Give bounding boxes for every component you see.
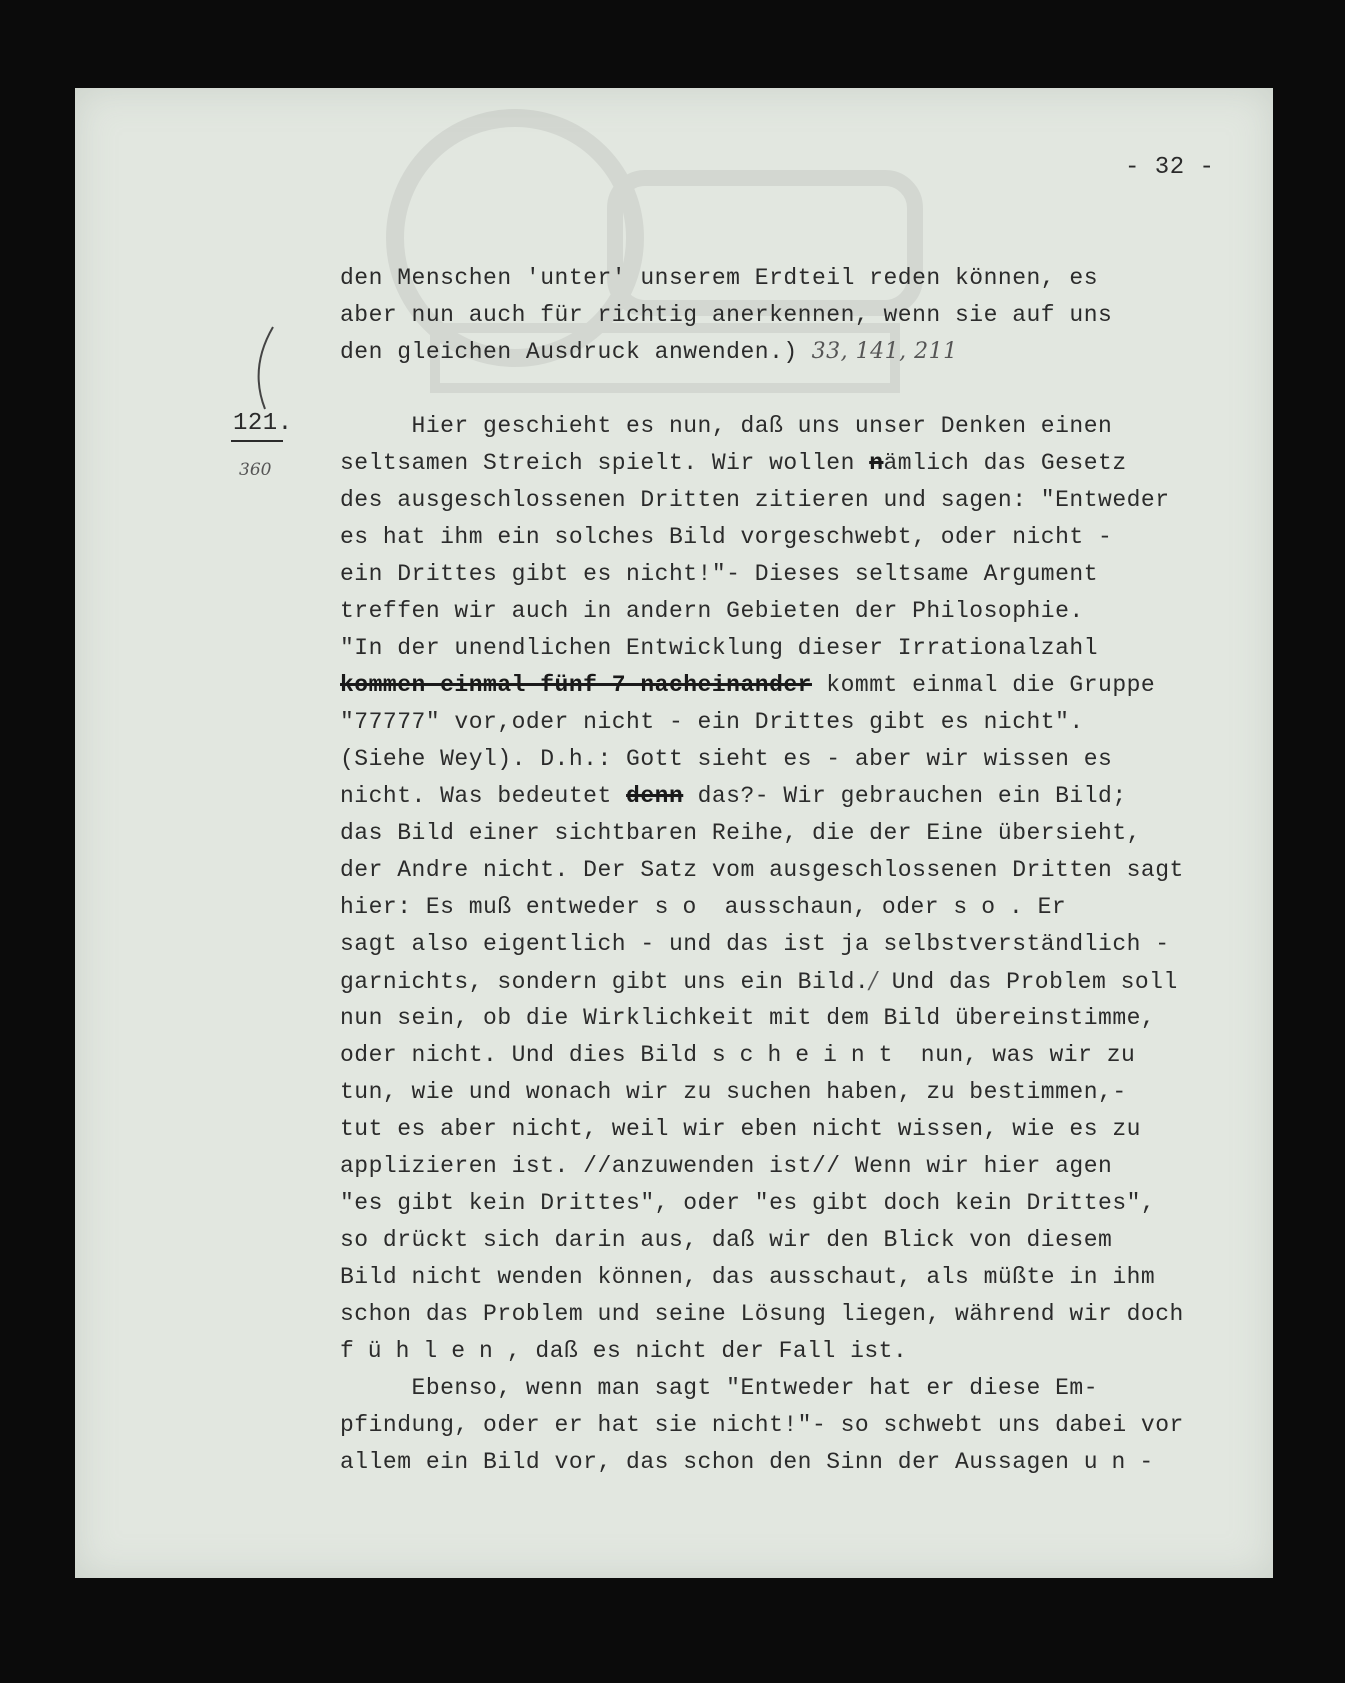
text-line: sagt also eigentlich - und das ist ja selbstverständlich - (340, 931, 1170, 957)
text-line: so drückt sich darin aus, daß wir den Blick von diesem (340, 1227, 1113, 1253)
page-number: - 32 - (1125, 154, 1215, 181)
text-line: "77777" vor,oder nicht - ein Drittes gibt es nicht". (340, 709, 1084, 735)
text-line: allem ein Bild vor, das schon den Sinn der Aussagen un- (340, 1449, 1154, 1475)
text-line: tun, wie und wonach wir zu suchen haben, zu bestimmen,- (340, 1079, 1127, 1105)
struck-text: n (869, 450, 884, 476)
text-line: treffen wir auch in andern Gebieten der Philosophie. (340, 598, 1084, 624)
handwritten-insertion-mark: / (869, 968, 878, 994)
text-line: das Bild einer sichtbaren Reihe, die der Eine übersieht, (340, 820, 1141, 846)
pencil-bracket-mark (247, 323, 277, 413)
text-line: fühlen, daß es nicht der Fall ist. (340, 1338, 908, 1364)
text-line: tut es aber nicht, weil wir eben nicht wissen, wie es zu (340, 1116, 1141, 1142)
text-line: pfindung, oder er hat sie nicht!"- so schwebt uns dabei vor (340, 1412, 1184, 1438)
emphasized-text: so (654, 894, 711, 920)
handwritten-annotation: 33, 141, 211 (811, 339, 958, 364)
text-line: kommen einmal fünf 7 nacheinander kommt einmal die Gruppe (340, 672, 1156, 698)
emphasized-text: fühlen (340, 1338, 507, 1364)
text-line: (Siehe Weyl). D.h.: Gott sieht es - aber wir wissen es (340, 746, 1113, 772)
text-line: nicht. Was bedeutet denn das?- Wir gebrauchen ein Bild; (340, 783, 1127, 809)
emphasized-text: scheint (711, 1042, 907, 1068)
text-line: oder nicht. Und dies Bild scheint nun, was wir zu (340, 1042, 1136, 1068)
text-line: "In der unendlichen Entwicklung dieser Irrationalzahl (340, 635, 1099, 661)
emphasized-text: un (1083, 1449, 1140, 1475)
text-line: hier: Es muß entweder so ausschaun, oder so. Er (340, 894, 1067, 920)
text-line: Hier geschieht es nun, daß uns unser Denken einen (340, 413, 1113, 439)
text-line: schon das Problem und seine Lösung liegen, während wir doch (340, 1301, 1184, 1327)
text-line: "es gibt kein Drittes", oder "es gibt doch kein Drittes", (340, 1190, 1156, 1216)
struck-text: denn (626, 783, 684, 809)
margin-reference: 360 (239, 460, 272, 480)
text-line: nun sein, ob die Wirklichkeit mit dem Bild übereinstimme, (340, 1005, 1156, 1031)
document-page (75, 88, 1273, 1578)
text-line: garnichts, sondern gibt uns ein Bild./ Und das Problem soll (340, 968, 1178, 995)
text-line: Ebenso, wenn man sagt "Entweder hat er diese Em- (340, 1375, 1099, 1401)
text-line: Bild nicht wenden können, das ausschaut, als müßte in ihm (340, 1264, 1156, 1290)
text-line: es hat ihm ein solches Bild vorgeschwebt, oder nicht - (340, 524, 1113, 550)
text-line: den gleichen Ausdruck anwenden.) 33, 141, 211 (340, 339, 958, 365)
emphasized-text: so (953, 894, 1010, 920)
paragraph-number-underline (231, 440, 283, 442)
text-line: aber nun auch für richtig anerkennen, wenn sie auf uns (340, 302, 1113, 328)
text-line: ein Drittes gibt es nicht!"- Dieses seltsame Argument (340, 561, 1099, 587)
struck-text: kommen einmal fünf 7 nacheinander (340, 672, 812, 698)
text-line: des ausgeschlossenen Dritten zitieren und sagen: "Entweder (340, 487, 1170, 513)
text-line: applizieren ist. //anzuwenden ist// Wenn wir hier agen (340, 1153, 1113, 1179)
paragraph-number: 121. (233, 410, 293, 437)
text-line: seltsamen Streich spielt. Wir wollen nämlich das Gesetz (340, 450, 1127, 476)
text-line: den Menschen 'unter' unserem Erdteil reden können, es (340, 265, 1099, 291)
text-line: der Andre nicht. Der Satz vom ausgeschlossenen Dritten sagt (340, 857, 1184, 883)
